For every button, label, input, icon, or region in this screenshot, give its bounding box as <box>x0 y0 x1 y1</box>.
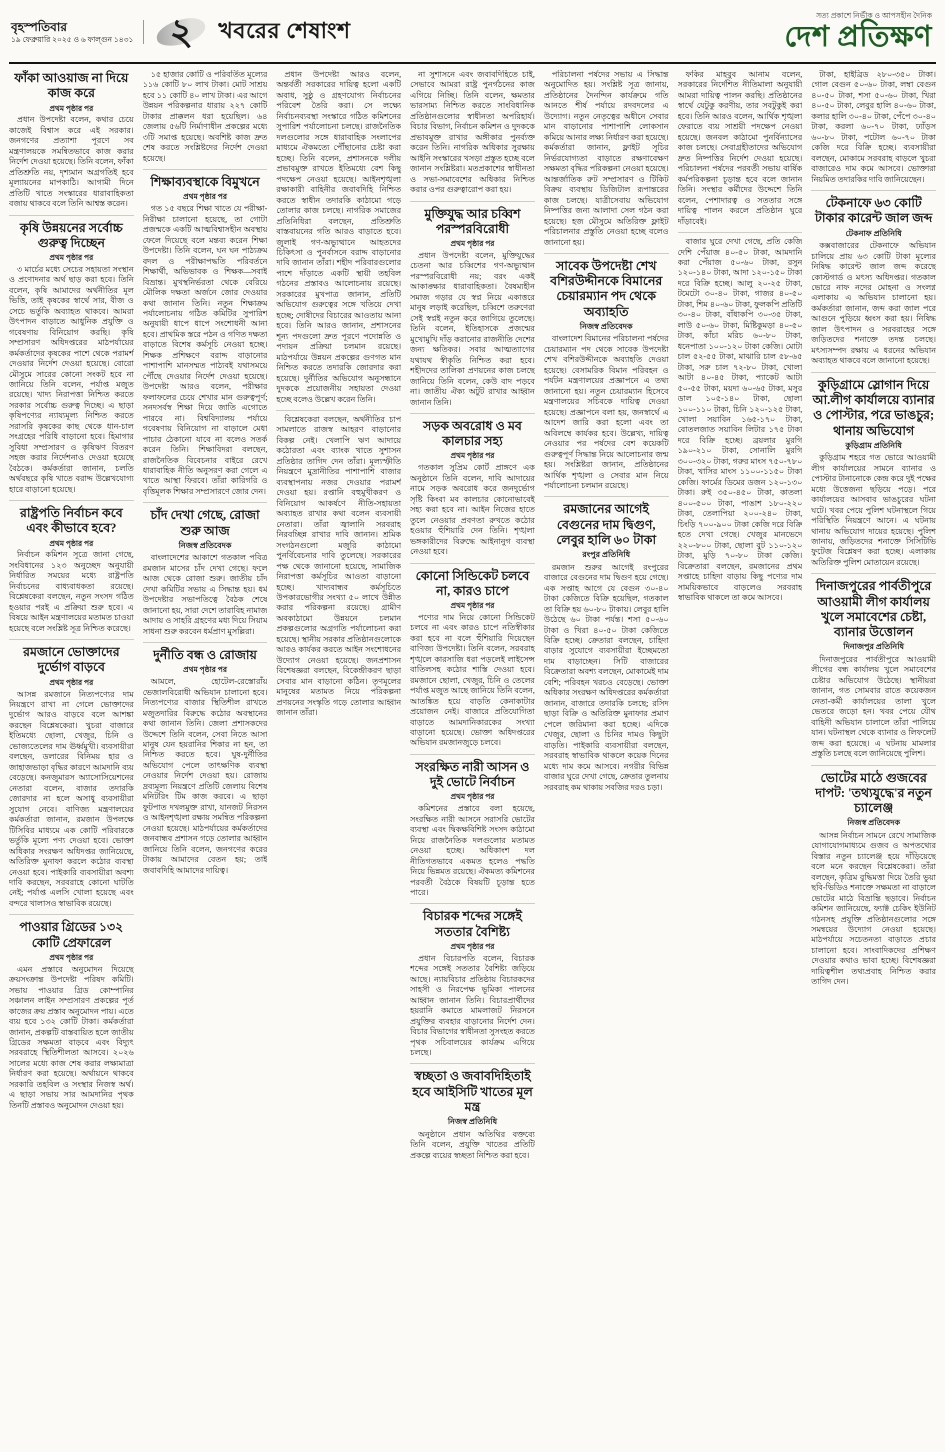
article-headline: বিচারক শব্দের সঙ্গেই সততার বৈশিষ্ট্য <box>423 909 522 939</box>
continued-from-kicker: প্রথম পৃষ্ঠার পর <box>49 677 94 687</box>
article <box>143 642 268 876</box>
article-headline: সাবেক উপদেষ্টা শেখ বশিরউদ্দীনকে বিমানের চেয়ারম্যান পদ থেকে অব্যাহতি <box>550 258 663 319</box>
article-continuation <box>544 70 669 248</box>
article-body: প্রধান বিচারপতি বলেন, বিচারক শব্দের সঙ্গেই সততার বৈশিষ্ট্য জড়িয়ে আছে। ন্যায়বিচার প্রতিষ্ঠায় বিচারকদের সাহসী ও নিরপেক্ষ ভূমিকা পালনের আহ্বান জানান তিনি। বিচারপ্রার্থীদের হয়রানি কমাতে মামলাজট নিরসনে প্রযুক্তির ব্যবহার বাড়ানোর নির্দেশ দেন। বিচার বিভাগের স্বাধীনতা সুসংহত করতে পৃথক সচিবালয়ের কার্যক্রম এগিয়ে চলছে। <box>410 953 535 1057</box>
article-headline: ভোটের মাঠে গুজবের দাপট: 'তথ্যযুদ্ধে'র নতুন চ্যালেঞ্জ <box>815 770 932 816</box>
continued-from-kicker: প্রথম পৃষ্ঠার পর <box>49 538 94 548</box>
byline: নিজস্ব প্রতিবেদক <box>847 818 901 828</box>
article-body: রমজান শুরুর আগেই রংপুরের বাজারে বেগুনের দাম দ্বিগুণ হয়ে গেছে। এক সপ্তাহ আগে যে বেগুন ৩০-৪০ টাকা কেজিতে বিক্রি হয়েছিল, গতকাল তা বিক্রি হয় ৬০-৮০ টাকায়। লেবুর হালি উঠেছে ৬০ টাকা পর্যন্ত। শসা ৫০-৬০ টাকা ও খিরা ৪০-৫০ টাকা কেজিতে বিক্রি হচ্ছে। ক্রেতারা বলছেন, চাহিদা বাড়ার সুযোগে ব্যবসায়ীরা ইচ্ছেমতো দাম বাড়াচ্ছেন। সিটি বাজারের বিক্রেতারা অবশ্য বলছেন, মোকামেই দাম বেশি; পরিবহন খরচও বেড়েছে। ভোক্তা অধিকার সংরক্ষণ অধিদপ্তরের কর্মকর্তারা জানান, বাজারে তদারকি চলছে; রসিদ ছাড়া বিক্রি ও অতিরিক্ত মুনাফার প্রমাণ পেলে জরিমানা করা হচ্ছে। এদিকে খেজুর, ছোলা ও চিনির দামও কিছুটা বাড়তি। পাইকারি ব্যবসায়ীরা বলছেন, সরবরাহ স্বাভাবিক থাকলে কয়েক দিনের মধ্যে দাম কমে আসবে। নগরীর বিভিন্ন বাজার ঘুরে দেখা গেছে, ক্রেতার তুলনায় সরবরাহ কম থাকায় সবজির দরও চড়া। <box>543 562 669 792</box>
weekday: বৃহস্পতিবার <box>11 19 67 34</box>
article-body: বাজার ঘুরে দেখা গেছে, প্রতি কেজি দেশি পেঁয়াজ ৪০-৫০ টাকা, আমদানি করা পেঁয়াজ ৫০-৬০ টাকা, রসুন ১২০-১৪০ টাকা, আদা ১২০-১৫০ টাকা দরে বিক্রি হচ্ছে। আলু ২০-২৫ টাকা, টমেটো ৩০-৪০ টাকা, গাজর ৪০-৫০ টাকা, শিম ৪০-৬০ টাকা, ফুলকপি প্রতিটি ৩০-৪০ টাকা, বাঁধাকপি ৩০-৩৫ টাকা, লাউ ৫০-৬০ টাকা, মিষ্টিকুমড়া ৪০-৫০ টাকা, কাঁচা মরিচ ৬০-৮০ টাকা, ধনেপাতা ১০০-১২০ টাকা কেজি। মোটা চাল ৫২-৫৫ টাকা, মাঝারি চাল ৫৮-৬৫ টাকা, সরু চাল ৭২-৮০ টাকা, খোলা আটা ৪০-৪৫ টাকা, প্যাকেট আটা ৫০-৫৫ টাকা, ময়দা ৬০-৬৫ টাকা, মসুর ডাল ১০৫-১৪০ টাকা, ছোলা ১০০-১১০ টাকা, চিনি ১২০-১২৫ টাকা, খোলা সয়াবিন ১৬৫-১৭০ টাকা, বোতলজাত সয়াবিন লিটার ১৭৫ টাকা দরে বিক্রি হচ্ছে। ব্রয়লার মুরগি ১৯০-২১০ টাকা, সোনালি মুরগি ৩০০-৩২০ টাকা, গরুর মাংস ৭৫০-৭৮০ টাকা, খাসির মাংস ১১০০-১১৫০ টাকা কেজি। ফার্মের ডিমের ডজন ১২০-১৩০ টাকা। রুই ৩৫০-৪৫০ টাকা, কাতলা ৪০০-৫০০ টাকা, পাঙাশ ১৮০-২২০ টাকা, তেলাপিয়া ২০০-২৪০ টাকা, চিংড়ি ৭০০-৯০০ টাকা কেজি দরে বিক্রি হতে দেখা গেছে। খেজুর মানভেদে ২২০-৮০০ টাকা, ছোলা বুট ১১০-১২০ টাকা, মুড়ি ৭০-৮০ টাকা কেজি। বিক্রেতারা বলছেন, রমজানের প্রথম সপ্তাহে চাহিদা বাড়ায় কিছু পণ্যের দাম সাময়িকভাবে বাড়লেও সরবরাহ স্বাভাবিক থাকলে তা কমে আসবে। <box>677 237 803 602</box>
article <box>811 372 936 569</box>
byline: নিজস্ব প্রতিনিধি <box>447 1117 498 1127</box>
article-body: বাংলাদেশ বিমানের পরিচালনা পর্ষদের চেয়ারম্যান পদ থেকে সাবেক উপদেষ্টা শেখ বশিরউদ্দীনকে অব্যাহতি দেওয়া হয়েছে। বেসামরিক বিমান পরিবহন ও পর্যটন মন্ত্রণালয়ের প্রজ্ঞাপনে এ তথ্য জানানো হয়। নতুন চেয়ারম্যান হিসেবে মন্ত্রণালয়ের সচিবকে দায়িত্ব দেওয়া হয়েছে। প্রজ্ঞাপনে বলা হয়, জনস্বার্থে এ আদেশ জারি করা হলো এবং তা অবিলম্বে কার্যকর হবে। উল্লেখ্য, দায়িত্ব নেওয়ার পর পর্ষদের বেশ কয়েকটি গুরুত্বপূর্ণ সিদ্ধান্ত নিয়ে আলোচনার জন্ম হয়। সংশ্লিষ্টরা জানান, প্রতিষ্ঠানের আর্থিক শৃঙ্খলা ও সেবার মান নিয়ে পর্যালোচনা চলমান রয়েছে। <box>543 334 669 490</box>
article-headline: স্বচ্ছতা ও জবাবদিহিতাই হবে আইসিটি খাতের মূল মন্ত্র <box>412 1069 533 1114</box>
article-continuation <box>811 70 936 185</box>
article-body: ফকির মাহবুব আনাম বলেন, সরকারের নির্দেশিত নীতিমালা অনুযায়ী আমরা দায়িত্ব পালন করছি। প্রতিষ্ঠানের স্বার্থে যেটুকু করণীয়, তার সবটুকুই করা হবে। তিনি আরও বলেন, আর্থিক শৃঙ্খলা ফেরাতে ব্যয় সাশ্রয়ী পদক্ষেপ নেওয়া হয়েছে। জনবল কাঠামো পুনর্বিন্যাসের কাজ চলছে। সেবাগ্রহীতাদের অভিযোগ দ্রুত নিষ্পত্তির নির্দেশ দেওয়া হয়েছে। পরিচালনা পর্ষদের পরবর্তী সভায় বার্ষিক কর্মপরিকল্পনা চূড়ান্ত হবে বলে জানান তিনি। সংস্থার কর্মীদের উদ্দেশে তিনি বলেন, পেশাদারত্ব ও সততার সঙ্গে দায়িত্ব পালন করলে প্রতিষ্ঠান ঘুরে দাঁড়াবেই। <box>677 70 803 226</box>
article-headline: রাষ্ট্রপতি নির্বাচন কবে এবং কীভাবে হবে? <box>19 506 123 536</box>
column-1 <box>9 70 134 1444</box>
continued-from-kicker: প্রথম পৃষ্ঠার পর <box>450 941 495 951</box>
article <box>410 201 535 408</box>
article-body: কক্সবাজারের টেকনাফে অভিযান চালিয়ে প্রায় ৬৩ কোটি টাকা মূল্যের নিষিদ্ধ কারেন্ট জাল জব্দ করেছে কোস্টগার্ড ও মৎস্য অধিদপ্তর। গতকাল ভোরে নাফ নদের মোহনা ও সংলগ্ন এলাকায় এ অভিযান চালানো হয়। কর্মকর্তারা জানান, জব্দ করা জাল পরে আগুনে পুড়িয়ে ধ্বংস করা হয়। নিষিদ্ধ জাল উৎপাদন ও সরবরাহের সঙ্গে জড়িতদের শনাক্তে তদন্ত চলছে। মৎস্যসম্পদ রক্ষায় এ ধরনের অভিযান অব্যাহত থাকবে বলে জানানো হয়েছে। <box>811 241 936 366</box>
article <box>811 765 936 988</box>
article-body: ৩ মার্চের মধ্যে সেচের সহায়তা সংস্থান ও প্রণোদনার অর্থ ছাড় করা হবে। তিনি বলেন, কৃষি আমাদের অর্থনীতির মূল ভিত্তি, তাই কৃষকের স্বার্থে সার, বীজ ও সেচে ভর্তুকি অব্যাহত থাকবে। আমরা উৎপাদন বাড়াতে আধুনিক প্রযুক্তি ও গবেষণায় বিনিয়োগ করছি। কৃষি সম্প্রসারণ অধিদপ্তরের মাঠপর্যায়ের কর্মকর্তাদের কৃষকের পাশে থেকে পরামর্শ দেওয়ার নির্দেশ দেওয়া হয়েছে। বোরো মৌসুমে সারের কোনো সংকট হবে না জানিয়ে তিনি বলেন, পর্যাপ্ত মজুত রয়েছে। খাদ্য নিরাপত্তা নিশ্চিত করতে সরকার সর্বোচ্চ গুরুত্ব দিচ্ছে। এ ছাড়া কৃষিপণ্যের ন্যায্যমূল্য নিশ্চিত করতে সরাসরি কৃষকের কাছ থেকে ধান-চাল সংগ্রহের পরিধি বাড়ানো হবে। হিমাগার সুবিধা সম্প্রসারণ ও কৃষিঋণ বিতরণ সহজ করার নির্দেশনাও দেওয়া হয়েছে বৈঠকে। কর্মকর্তারা জানান, চলতি অর্থবছরে কৃষি খাতে বরাদ্দ উল্লেখযোগ্য হারে বাড়ানো হয়েছে। <box>9 264 134 494</box>
article-headline: চাঁদ দেখা গেছে, রোজা শুরু আজ <box>150 508 260 538</box>
article <box>811 573 936 759</box>
article-body: আমলে, হোটেল-রেস্তোরাঁয় ভেজালবিরোধী অভিযান চালানো হবে। নিত্যপণ্যের বাজার স্থিতিশীল রাখতে মজুতদারির বিরুদ্ধে কঠোর অবস্থানের কথা জানান তিনি। জেলা প্রশাসকদের উদ্দেশে তিনি বলেন, সেবা নিতে আসা মানুষ যেন হয়রানির শিকার না হন, তা নিশ্চিত করতে হবে। ঘুষ-দুর্নীতির অভিযোগ পেলে তাৎক্ষণিক ব্যবস্থা নেওয়ার নির্দেশ দেওয়া হয়। রোজায় দ্রব্যমূল্য নিয়ন্ত্রণে প্রতিটি জেলায় বিশেষ মনিটরিং টিম কাজ করবে। এ ছাড়া ফুটপাত দখলমুক্ত রাখা, যানজট নিরসন ও আইনশৃঙ্খলা রক্ষায় সমন্বিত পরিকল্পনা নেওয়া হয়েছে। মাঠপর্যায়ের কর্মকর্তাদের জনবান্ধব প্রশাসন গড়ে তোলার আহ্বান জানিয়ে তিনি বলেন, জনগণের করের টাকায় আমাদের বেতন হয়; তাই জবাবদিহি আমাদের দায়িত্ব। <box>142 677 268 875</box>
article <box>410 413 535 558</box>
article-continuation <box>143 70 268 164</box>
article-body: দিনাজপুরের পার্বতীপুরে আওয়ামী লীগের বন্ধ কার্যালয় খুলে সমাবেশের চেষ্টার অভিযোগ উঠেছে। স্থানীয়রা জানান, গত সোমবার রাতে কয়েকজন নেতা-কর্মী কার্যালয়ের তালা খুলে ভেতরে জড়ো হন। খবর পেয়ে যৌথ বাহিনী অভিযান চালালে তাঁরা পালিয়ে যান। ঘটনাস্থল থেকে ব্যানার ও লিফলেট জব্দ করা হয়েছে। এ ঘটনায় মামলার প্রস্তুতি চলছে বলে জানিয়েছে পুলিশ। <box>811 654 936 759</box>
article-headline: মুক্তিযুদ্ধ আর চব্বিশ পরস্পরবিরোধী <box>424 206 521 236</box>
article-body: অনুষ্ঠানে প্রধান অতিথির বক্তব্যে তিনি বলেন, প্রযুক্তি খাতের প্রতিটি প্রকল্পে ব্যয়ের স্বচ্ছতা নিশ্চিত করা হবে। <box>410 1129 535 1160</box>
article-headline: দুর্নীতি বন্ধ ও রোজায় <box>153 648 257 663</box>
article-headline: কৃষি উন্নয়নের সর্বোচ্চ গুরুত্ব দিচ্ছেন <box>19 220 123 250</box>
section-title: খবরের শেষাংশ <box>218 17 351 43</box>
byline: দিনাজপুর প্রতিনিধি <box>843 642 904 652</box>
article-headline: কোনো সিন্ডিকেট চলবে না, কারও চাপে <box>415 568 530 598</box>
byline: রংপুর প্রতিনিধি <box>582 550 631 560</box>
article-body: বাংলাদেশের আকাশে গতকাল পবিত্র রমজান মাসের চাঁদ দেখা গেছে। ফলে আজ থেকে রোজা শুরু। জাতীয় চাঁদ দেখা কমিটির সভায় এ সিদ্ধান্ত হয়। ধর্ম উপদেষ্টার সভাপতিত্বে বৈঠক শেষে জানানো হয়, সারা দেশে তারাবিহ নামাজ আদায় ও সাহরি গ্রহণের মধ্য দিয়ে সিয়াম সাধনা শুরু করবেন ধর্মপ্রাণ মুসল্লিরা। <box>142 553 268 636</box>
byline: নিজস্ব প্রতিবেদক <box>579 321 633 331</box>
article-headline: দিনাজপুরের পার্বতীপুরে আওয়ামী লীগ কার্যালয় খুলে সমাবেশের চেষ্টা, ব্যানার উত্তোলন <box>816 579 932 640</box>
article-headline: সংরক্ষিত নারী আসন ও দুই ভোটে নির্বাচন <box>415 759 530 790</box>
logo-text: দেশ প্রতিক্ষণ <box>784 20 932 53</box>
article <box>410 754 535 899</box>
continued-from-kicker: প্রথম পৃষ্ঠার পর <box>183 665 227 675</box>
article <box>544 253 669 492</box>
continued-from-kicker: প্রথম পৃষ্ঠার পর <box>49 103 94 113</box>
logo-tagline: সত্য প্রকাশে নির্ভীক ও আপসহীন দৈনিক <box>816 11 932 21</box>
article-headline: কুড়িগ্রামে স্লোগান দিয়ে আ.লীগ কার্যালয়ে ব্যানার ও পোস্টার, পরে ভাঙচুর; থানায় অভিযোগ <box>812 377 935 438</box>
article-headline: পাওয়ার গ্রিডের ১৩২ কোটি প্রেফারেল <box>19 920 124 950</box>
column-4 <box>410 70 535 1444</box>
continued-from-kicker: প্রথম পৃষ্ঠার পর <box>183 192 227 202</box>
article-body: কমিশনের প্রস্তাবে বলা হয়েছে, সংরক্ষিত নারী আসনে সরাসরি ভোটের ব্যবস্থা এবং দ্বিকক্ষবিশিষ্ট সংসদ কাঠামো নিয়ে রাজনৈতিক দলগুলোর মতামত নেওয়া হচ্ছে। অধিকাংশ দল নীতিগতভাবে একমত হলেও পদ্ধতি নিয়ে ভিন্নমত রয়েছে। ঐকমত্য কমিশনের পরবর্তী বৈঠকে বিষয়টি চূড়ান্ত হতে পারে। <box>410 804 535 897</box>
article <box>143 169 268 497</box>
article <box>143 502 268 637</box>
article-body: ১৫ হাজার কোটি ও পরিবর্তিত মূল্যের ১১৬ কোটি ৮০ লাখ টাকা। মোট সাশ্রয় হবে ১১ কোটি ৪০ লাখ টাকা। এর আগে উন্নয়ন পরিকল্পনার ধারায় ২২৭ কোটি টাকার প্রাক্কলন ধরা হয়েছিল। ৬৪ জেলায় ৫৬টি নির্মাণাধীন প্রকল্পের মধ্যে ৩টি সমাপ্ত হয়েছে। অবশিষ্ট কাজ দ্রুত শেষ করতে সংশ্লিষ্টদের নির্দেশ দেওয়া হয়েছে। <box>142 70 268 163</box>
continued-from-kicker: প্রথম পৃষ্ঠার পর <box>450 239 495 249</box>
masthead <box>9 6 936 64</box>
article <box>811 190 936 367</box>
continued-from-kicker: প্রথম পৃষ্ঠার পর <box>450 601 495 610</box>
article-headline: সড়ক অবরোধ ও মব কালচার সহ্য <box>423 418 522 449</box>
article-continuation <box>678 232 803 603</box>
article-body: কুড়িগ্রাম শহরে গত ভোরে আওয়ামী লীগ কার্যালয়ের সামনে ব্যানার ও পোস্টার টানানোকে কেন্দ্র করে দুই পক্ষের মধ্যে উত্তেজনা ছড়িয়ে পড়ে। পরে কার্যালয়ের আসবাব ভাঙচুরের ঘটনা ঘটে। খবর পেয়ে পুলিশ ঘটনাস্থলে গিয়ে পরিস্থিতি নিয়ন্ত্রণে আনে। এ ঘটনায় থানায় অভিযোগ দায়ের হয়েছে। পুলিশ জানায়, জড়িতদের শনাক্তে সিসিটিভি ফুটেজ বিশ্লেষণ করা হচ্ছে। এলাকায় অতিরিক্ত পুলিশ মোতায়েন রয়েছে। <box>811 453 936 567</box>
article-body: গতকাল সুপ্রিম কোর্ট প্রাঙ্গণে এক অনুষ্ঠানে তিনি বলেন, দাবি আদায়ের নামে সড়ক অবরোধ করে জনদুর্ভোগ সৃষ্টি কিংবা মব কালচার কোনোভাবেই সহ্য করা হবে না। আইন নিজের হাতে তুলে নেওয়ার প্রবণতা রুখতে কঠোর হওয়ার হুঁশিয়ারি দেন তিনি। শৃঙ্খলা ভঙ্গকারীদের বিরুদ্ধে আইনানুগ ব্যবস্থা নেওয়া হবে। <box>410 463 535 557</box>
article-body: টাকা, হাইব্রিড ২৮০-৩৫০ টাকা। গোল বেগুন ৫০-৬০ টাকা, লম্বা বেগুন ৪০-৫০ টাকা, শসা ৫০-৬০ টাকা, খিরা ৪০-৫০ টাকা, লেবুর হালি ৪০-৬০ টাকা, কলার হালি ৩০-৪০ টাকা, পেঁপে ৩০-৪০ টাকা, করলা ৬০-৭০ টাকা, ঢ্যাঁড়স ৬০-৮০ টাকা, পটোল ৬০-৭০ টাকা কেজি দরে বিক্রি হচ্ছে। ব্যবসায়ীরা বলছেন, মোকামে সরবরাহ বাড়লে খুচরা বাজারেও দাম কমে আসবে। ভোক্তারা নিয়মিত তদারকির দাবি জানিয়েছেন। <box>811 70 936 184</box>
article-body: প্রধান উপদেষ্টা বলেন, কথার চেয়ে কাজেই বিশ্বাস করে এই সরকার। জনগণের প্রত্যাশা পূরণে সব মন্ত্রণালয়কে সমন্বিতভাবে কাজ করার নির্দেশ দেওয়া হয়েছে। তিনি বলেন, ফাঁকা প্রতিশ্রুতি নয়, দৃশ্যমান অগ্রগতিই হবে মূল্যায়নের মাপকাঠি। আগামী দিনে প্রতিটি খাতে সংস্কারের ধারাবাহিকতা বজায় থাকবে বলে তিনি আশ্বস্ত করেন। <box>9 115 134 209</box>
article-body: প্রধান উপদেষ্টা বলেন, মুক্তিযুদ্ধের চেতনা আর চব্বিশের গণ-অভ্যুত্থান পরস্পরবিরোধী নয়; বরং একই আকাঙ্ক্ষার ধারাবাহিকতা। বৈষম্যহীন সমাজ গড়ার যে স্বপ্ন নিয়ে একাত্তরে মানুষ লড়াই করেছিল, চব্বিশে তরুণেরা সেই স্বপ্নই নতুন করে জাগিয়ে তুলেছে। তিনি বলেন, ইতিহাসকে প্রজন্মের মুখোমুখি দাঁড় করানোর রাজনীতি দেশের জন্য ক্ষতিকর। সবার আত্মত্যাগের যথাযথ স্বীকৃতি নিশ্চিত করা হবে। শহীদদের তালিকা প্রণয়নের কাজ চলছে জানিয়ে তিনি বলেন, কেউ বাদ পড়বে না। জাতীয় ঐক্য অটুট রাখার আহ্বান জানান তিনি। <box>410 250 535 407</box>
article <box>544 496 669 793</box>
article-headline: রমজানের আগেই বেগুনের দাম দ্বিগুণ, লেবুর হালি ৬০ টাকা <box>556 502 657 547</box>
article <box>9 500 134 634</box>
column-7 <box>811 70 936 1444</box>
column-3 <box>276 70 401 1444</box>
article <box>410 563 535 749</box>
article-body: পণ্যের দাম নিয়ে কোনো সিন্ডিকেট চলবে না এবং কারও চাপে নতিস্বীকার করা হবে না বলে হুঁশিয়ারি দিয়েছেন বাণিজ্য উপদেষ্টা। তিনি বলেন, সরবরাহ শৃঙ্খলে কারসাজি ধরা পড়লেই লাইসেন্স বাতিলসহ কঠোর শাস্তি দেওয়া হবে। রমজানে ছোলা, খেজুর, চিনি ও তেলের পর্যাপ্ত মজুত আছে জানিয়ে তিনি বলেন, আতঙ্কিত হয়ে বাড়তি কেনাকাটার প্রয়োজন নেই। বাজারে প্রতিযোগিতা বাড়াতে আমদানিকারকের সংখ্যা বাড়ানো হয়েছে। ভোক্তা অধিদপ্তরের অভিযান রমজানজুড়ে চলবে। <box>410 612 535 748</box>
continued-from-kicker: প্রথম পৃষ্ঠার পর <box>450 792 495 802</box>
article <box>9 215 134 496</box>
article-headline: শিক্ষাব্যবস্থাকে বিমুখনে <box>150 175 260 190</box>
article <box>9 639 134 909</box>
article-body: আসন্ন নির্বাচন সামনে রেখে সামাজিক যোগাযোগমাধ্যমে গুজব ও অপতথ্যের বিস্তার নতুন চ্যালেঞ্জ হয়ে দাঁড়িয়েছে বলে মনে করছেন বিশ্লেষকেরা। তাঁরা বলছেন, কৃত্রিম বুদ্ধিমত্তা দিয়ে তৈরি ভুয়া ছবি-ভিডিও শনাক্তে সক্ষমতা না বাড়ালে ভোটের মাঠে বিভ্রান্তি ছড়াবে। নির্বাচন কমিশন জানিয়েছে, ফ্যাক্ট চেকিং ইউনিট গঠনসহ প্রযুক্তি প্রতিষ্ঠানগুলোর সঙ্গে সমন্বয়ের উদ্যোগ নেওয়া হয়েছে। মাঠপর্যায়ে সচেতনতা বাড়াতে প্রচার চালানো হবে। সাংবাদিকদের প্রশিক্ষণ দেওয়ার কথাও ভাবা হচ্ছে। বিশেষজ্ঞরা দায়িত্বশীল তথ্যপ্রবাহ নিশ্চিত করার তাগিদ দেন। <box>811 830 936 987</box>
byline: কুড়িগ্রাম প্রতিনিধি <box>845 440 902 450</box>
article-continuation <box>276 410 401 719</box>
article-body: প্রধান উপদেষ্টা আরও বলেন, অন্তর্বর্তী সরকারের দায়িত্ব হলো একটি অবাধ, সুষ্ঠু ও গ্রহণযোগ্য নির্বাচনের পরিবেশ তৈরি করা। সে লক্ষ্যে নির্বাচনব্যবস্থা সংস্কারে গঠিত কমিশনের সুপারিশ পর্যালোচনা চলছে। রাজনৈতিক দলগুলোর সঙ্গে ধারাবাহিক সংলাপের মাধ্যমে ঐকমত্যে পৌঁছানোর চেষ্টা করা হচ্ছে। তিনি বলেন, প্রশাসনকে দলীয় প্রভাবমুক্ত রাখতে ইতিমধ্যে বেশ কিছু পদক্ষেপ নেওয়া হয়েছে। আইনশৃঙ্খলা রক্ষাকারী বাহিনীর জবাবদিহি নিশ্চিত করতে স্বাধীন তদারকি কাঠামো গড়ে তোলার কাজ চলছে। নাগরিক সমাজের প্রতিনিধিরা বলছেন, প্রতিশ্রুতি বাস্তবায়নের গতি আরও বাড়াতে হবে। জুলাই গণ-অভ্যুত্থানে আহতদের চিকিৎসা ও পুনর্বাসনে বরাদ্দ বাড়ানোর দাবি জানান তাঁরা। শহীদ পরিবারগুলোর পাশে দাঁড়াতে একটি স্থায়ী তহবিল গঠনের প্রস্তাবও আলোচনায় রয়েছে। সরকারের মুখপাত্র জানান, প্রতিটি অভিযোগ গুরুত্বের সঙ্গে খতিয়ে দেখা হচ্ছে; দোষীদের বিচারের আওতায় আনা হবে। তিনি আরও জানান, প্রশাসনের শূন্য পদগুলো দ্রুত পূরণে পদোন্নতি ও পদায়ন প্রক্রিয়া চলমান রয়েছে। মাঠপর্যায়ে উন্নয়ন প্রকল্পের গুণগত মান নিশ্চিত করতে তদারকি জোরদার করা হয়েছে। দুর্নীতির অভিযোগ অনুসন্ধানে দুদককে প্রয়োজনীয় সহায়তা দেওয়া হচ্ছে বলেও উল্লেখ করেন তিনি। <box>276 70 402 404</box>
article-headline: রমজানে ভোক্তাদের দুর্ভোগ বাড়বে <box>23 645 120 675</box>
article-body: না সুশাসনে এবং জবাবদিহিতে চাই, সেভাবে আমরা রাষ্ট্র পুনর্গঠনের কাজ এগিয়ে নিচ্ছি। তিনি বলেন, ক্ষমতার ভারসাম্য নিশ্চিত করতে সাংবিধানিক প্রতিষ্ঠানগুলোর স্বাধীনতা অপরিহার্য। বিচার বিভাগ, নির্বাচন কমিশন ও দুদককে প্রভাবমুক্ত রাখার অঙ্গীকার পুনর্ব্যক্ত করেন তিনি। নাগরিক অধিকার সুরক্ষায় আইনি সংস্কারের খসড়া প্রস্তুত হচ্ছে বলে জানান সংশ্লিষ্টরা। মতপ্রকাশের স্বাধীনতা ও সভা-সমাবেশের অধিকার নিশ্চিত করার ওপর গুরুত্বারোপ করা হয়। <box>410 70 535 195</box>
column-2 <box>143 70 268 1444</box>
article-body: নির্বাচন কমিশন সূত্রে জানা গেছে, সংবিধানের ১২৩ অনুচ্ছেদ অনুযায়ী নির্ধারিত সময়ের মধ্যে রাষ্ট্রপতি নির্বাচনের বাধ্যবাধকতা রয়েছে। বিশ্লেষকেরা বলছেন, নতুন সংসদ গঠিত হওয়ার পরই এ প্রক্রিয়া শুরু হবে। এ বিষয়ে আইন মন্ত্রণালয়ের মতামত চাওয়া হয়েছে বলে সংশ্লিষ্ট সূত্র নিশ্চিত করেছে। <box>9 550 134 633</box>
article-continuation <box>678 70 803 227</box>
article-body: আসন্ন রমজানে নিত্যপণ্যের দাম নিয়ন্ত্রণে রাখা না গেলে ভোক্তাদের দুর্ভোগ আরও বাড়বে বলে আশঙ্কা করছেন বিশ্লেষকেরা। খুচরা বাজারে ইতিমধ্যে ছোলা, খেজুর, চিনি ও ভোজ্যতেলের দাম ঊর্ধ্বমুখী। ব্যবসায়ীরা বলছেন, ডলারের বিনিময় হার ও জাহাজভাড়া বৃদ্ধির কারণে আমদানি ব্যয় বেড়েছে। কনজুমারস অ্যাসোসিয়েশনের নেতারা বলেন, বাজার তদারকি জোরদার না হলে অসাধু ব্যবসায়ীরা সুযোগ নেবে। বাণিজ্য মন্ত্রণালয়ের কর্মকর্তারা জানান, রমজান উপলক্ষে টিসিবির মাধ্যমে এক কোটি পরিবারকে ভর্তুকি মূল্যে পণ্য দেওয়া হবে। ভোক্তা অধিকার সংরক্ষণ অধিদপ্তর জানিয়েছে, অতিরিক্ত মুনাফা করলে কঠোর ব্যবস্থা নেওয়া হবে। পাইকারি ব্যবসায়ীরা অবশ্য দাবি করছেন, সরবরাহে কোনো ঘাটতি নেই; পর্যাপ্ত এলসি খোলা হয়েছে এবং বন্দরে খালাসও স্বাভাবিক রয়েছে। <box>9 689 134 908</box>
article-body: এমন প্রস্তাবে অনুমোদন দিয়েছে ক্রয়সংক্রান্ত উপদেষ্টা পরিষদ কমিটি। সভায় পাওয়ার গ্রিড কোম্পানির সঞ্চালন লাইন সম্প্রসারণ প্রকল্পের পূর্ত কাজের ক্রয় প্রস্তাব অনুমোদন পায়। এতে ব্যয় হবে ১৩২ কোটি টাকা। কর্মকর্তারা জানান, প্রকল্পটি বাস্তবায়িত হলে জাতীয় গ্রিডের সক্ষমতা বাড়বে এবং বিদ্যুৎ সরবরাহে স্থিতিশীলতা আসবে। ২০২৬ সালের মধ্যে কাজ শেষ করার লক্ষ্যমাত্রা নির্ধারণ করা হয়েছে। অর্থায়নে থাকবে সরকারি তহবিল ও সংস্থার নিজস্ব অর্থ। এ ছাড়া সভায় সার আমদানির পৃথক তিনটি প্রস্তাবও অনুমোদন দেওয়া হয়। <box>9 964 134 1110</box>
column-5 <box>544 70 669 1444</box>
article-headline: টেকনাফে ৬৩ কোটি টাকার কারেন্ট জাল জব্দ <box>815 196 933 226</box>
date-block <box>11 20 144 44</box>
date-line: ১৯ ফেব্রুয়ারি ২০২৫ ও ৬ ফাল্গুন ১৪৩১ <box>11 34 134 44</box>
article-headline: ফাঁকা আওয়াজ না দিয়ে কাজ করে <box>14 71 129 101</box>
article-body: গত ১৫ বছরে শিক্ষা খাতে যে পরীক্ষা-নিরীক্ষা চালানো হয়েছে, তা গোটা প্রজন্মকে একটি আত্মবিশ্বাসহীন অবস্থায় ফেলে দিয়েছে বলে মন্তব্য করেন শিক্ষা উপদেষ্টা। তিনি বলেন, ঘন ঘন পাঠ্যক্রম বদল ও পরীক্ষাপদ্ধতি পরিবর্তনে শিক্ষার্থী, অভিভাবক ও শিক্ষক—সবাই বিভ্রান্ত। মুখস্থনির্ভরতা থেকে বেরিয়ে মৌলিক দক্ষতা অর্জনে জোর দেওয়ার কথা জানান তিনি। নতুন শিক্ষাক্রম পর্যালোচনায় গঠিত কমিটির সুপারিশ অনুযায়ী ধাপে ধাপে সংশোধনী আনা হবে। প্রাথমিক স্তরে পঠন ও গণিত দক্ষতা বাড়াতে বিশেষ কর্মসূচি নেওয়া হচ্ছে। শিক্ষক প্রশিক্ষণে বরাদ্দ বাড়ানোর পাশাপাশি মানসম্মত পাঠ্যবই যথাসময়ে পৌঁছে দেওয়ার নির্দেশ দেওয়া হয়েছে। উপদেষ্টা আরও বলেন, পরীক্ষার ফলাফলের চেয়ে শেখার মান গুরুত্বপূর্ণ; সনদসর্বস্ব শিক্ষা দিয়ে জাতি এগোতে পারবে না। বিশ্ববিদ্যালয় পর্যায়ে গবেষণায় বিনিয়োগ না বাড়ালে মেধা পাচার ঠেকানো যাবে না বলেও সতর্ক করেন তিনি। শিক্ষাবিদরা বলছেন, রাজনৈতিক বিবেচনার বাইরে রেখে ধারাবাহিক নীতি অনুসরণ করা গেলে এ খাতে আস্থা ফিরবে। তাঁরা কারিগরি ও বৃত্তিমূলক শিক্ষার সম্প্রসারণে জোর দেন। <box>142 204 268 496</box>
columns <box>9 70 936 1444</box>
article-continuation <box>410 70 535 196</box>
article-body: পরিচালনা পর্ষদের সভায় এ সিদ্ধান্ত অনুমোদিত হয়। সংশ্লিষ্ট সূত্র জানায়, প্রতিষ্ঠানের দৈনন্দিন কার্যক্রমে গতি আনতে শীর্ষ পর্যায়ে রদবদলের এ উদ্যোগ। নতুন নেতৃত্বের অধীনে সেবার মান বাড়ানোর পাশাপাশি লোকসান কমিয়ে আনার লক্ষ্য নির্ধারণ করা হয়েছে। কর্মকর্তারা জানান, ফ্লাইট সূচির নির্ভরযোগ্যতা বাড়াতে রক্ষণাবেক্ষণ সক্ষমতা বৃদ্ধির পরিকল্পনা নেওয়া হয়েছে। আন্তর্জাতিক রুট সম্প্রসারণ ও টিকিট বিক্রয় ব্যবস্থায় ডিজিটাল রূপান্তরের কাজ চলছে। যাত্রীসেবায় অভিযোগ নিষ্পত্তির জন্য আলাদা সেল গঠন করা হয়েছে। হজ মৌসুমে অতিরিক্ত ফ্লাইট পরিচালনার প্রস্তুতি নেওয়া হচ্ছে বলেও জানানো হয়। <box>543 70 669 247</box>
article <box>9 914 134 1111</box>
continued-from-kicker: প্রথম পৃষ্ঠার পর <box>49 952 94 962</box>
page-number-value: ২ <box>169 12 194 52</box>
newspaper-logo <box>784 12 934 51</box>
page-number <box>154 9 208 55</box>
continued-from-kicker: প্রথম পৃষ্ঠার পর <box>49 253 94 263</box>
continued-from-kicker: প্রথম পৃষ্ঠার পর <box>450 451 495 461</box>
byline: নিজস্ব প্রতিবেদক <box>178 540 232 550</box>
column-6 <box>678 70 803 1444</box>
article <box>9 70 134 210</box>
article-body: বিশ্লেষকেরা বলছেন, অর্থনীতির চাপ সামলাতে রাজস্ব আহরণ বাড়ানোর বিকল্প নেই। খেলাপি ঋণ আদায়ে কঠোরতা এবং ব্যাংক খাতে সুশাসন প্রতিষ্ঠার তাগিদ দেন তাঁরা। মূল্যস্ফীতি নিয়ন্ত্রণে মুদ্রানীতির পাশাপাশি বাজার ব্যবস্থাপনায় নজর দেওয়ার পরামর্শ দেওয়া হয়। রপ্তানি বহুমুখীকরণ ও বিনিয়োগ আকর্ষণে নীতি-সহায়তা অব্যাহত রাখার কথা বলেন ব্যবসায়ী নেতারা। তাঁরা জ্বালানি সরবরাহ নিরবচ্ছিন্ন রাখার দাবি জানান। শ্রমিক সংগঠনগুলো মজুরি কাঠামো পুনর্বিবেচনার দাবি তুলেছে। সরকারের পক্ষ থেকে জানানো হয়েছে, সামাজিক নিরাপত্তা কর্মসূচির আওতা বাড়ানো হচ্ছে। খাদ্যবান্ধব কর্মসূচিতে উপকারভোগীর সংখ্যা ৫০ লাখে উন্নীত করার পরিকল্পনা রয়েছে। গ্রামীণ অবকাঠামো উন্নয়নে চলমান প্রকল্পগুলোর অগ্রগতি পর্যালোচনা করা হয়েছে। স্থানীয় সরকার প্রতিষ্ঠানগুলোকে আরও কার্যকর করতে আইন সংশোধনের উদ্যোগ নেওয়া হয়েছে। জনপ্রশাসন বিশেষজ্ঞরা বলছেন, বিকেন্দ্রীকরণ ছাড়া সেবার মান বাড়ানো কঠিন। তৃণমূলের মানুষের মতামত নিয়ে পরিকল্পনা প্রণয়নের সংস্কৃতি গড়ে তোলার আহ্বান জানান তাঁরা। <box>276 415 402 718</box>
article <box>410 903 535 1058</box>
article <box>410 1063 535 1161</box>
byline: টেকনাফ প্রতিনিধি <box>845 228 902 238</box>
article-continuation <box>276 70 401 405</box>
